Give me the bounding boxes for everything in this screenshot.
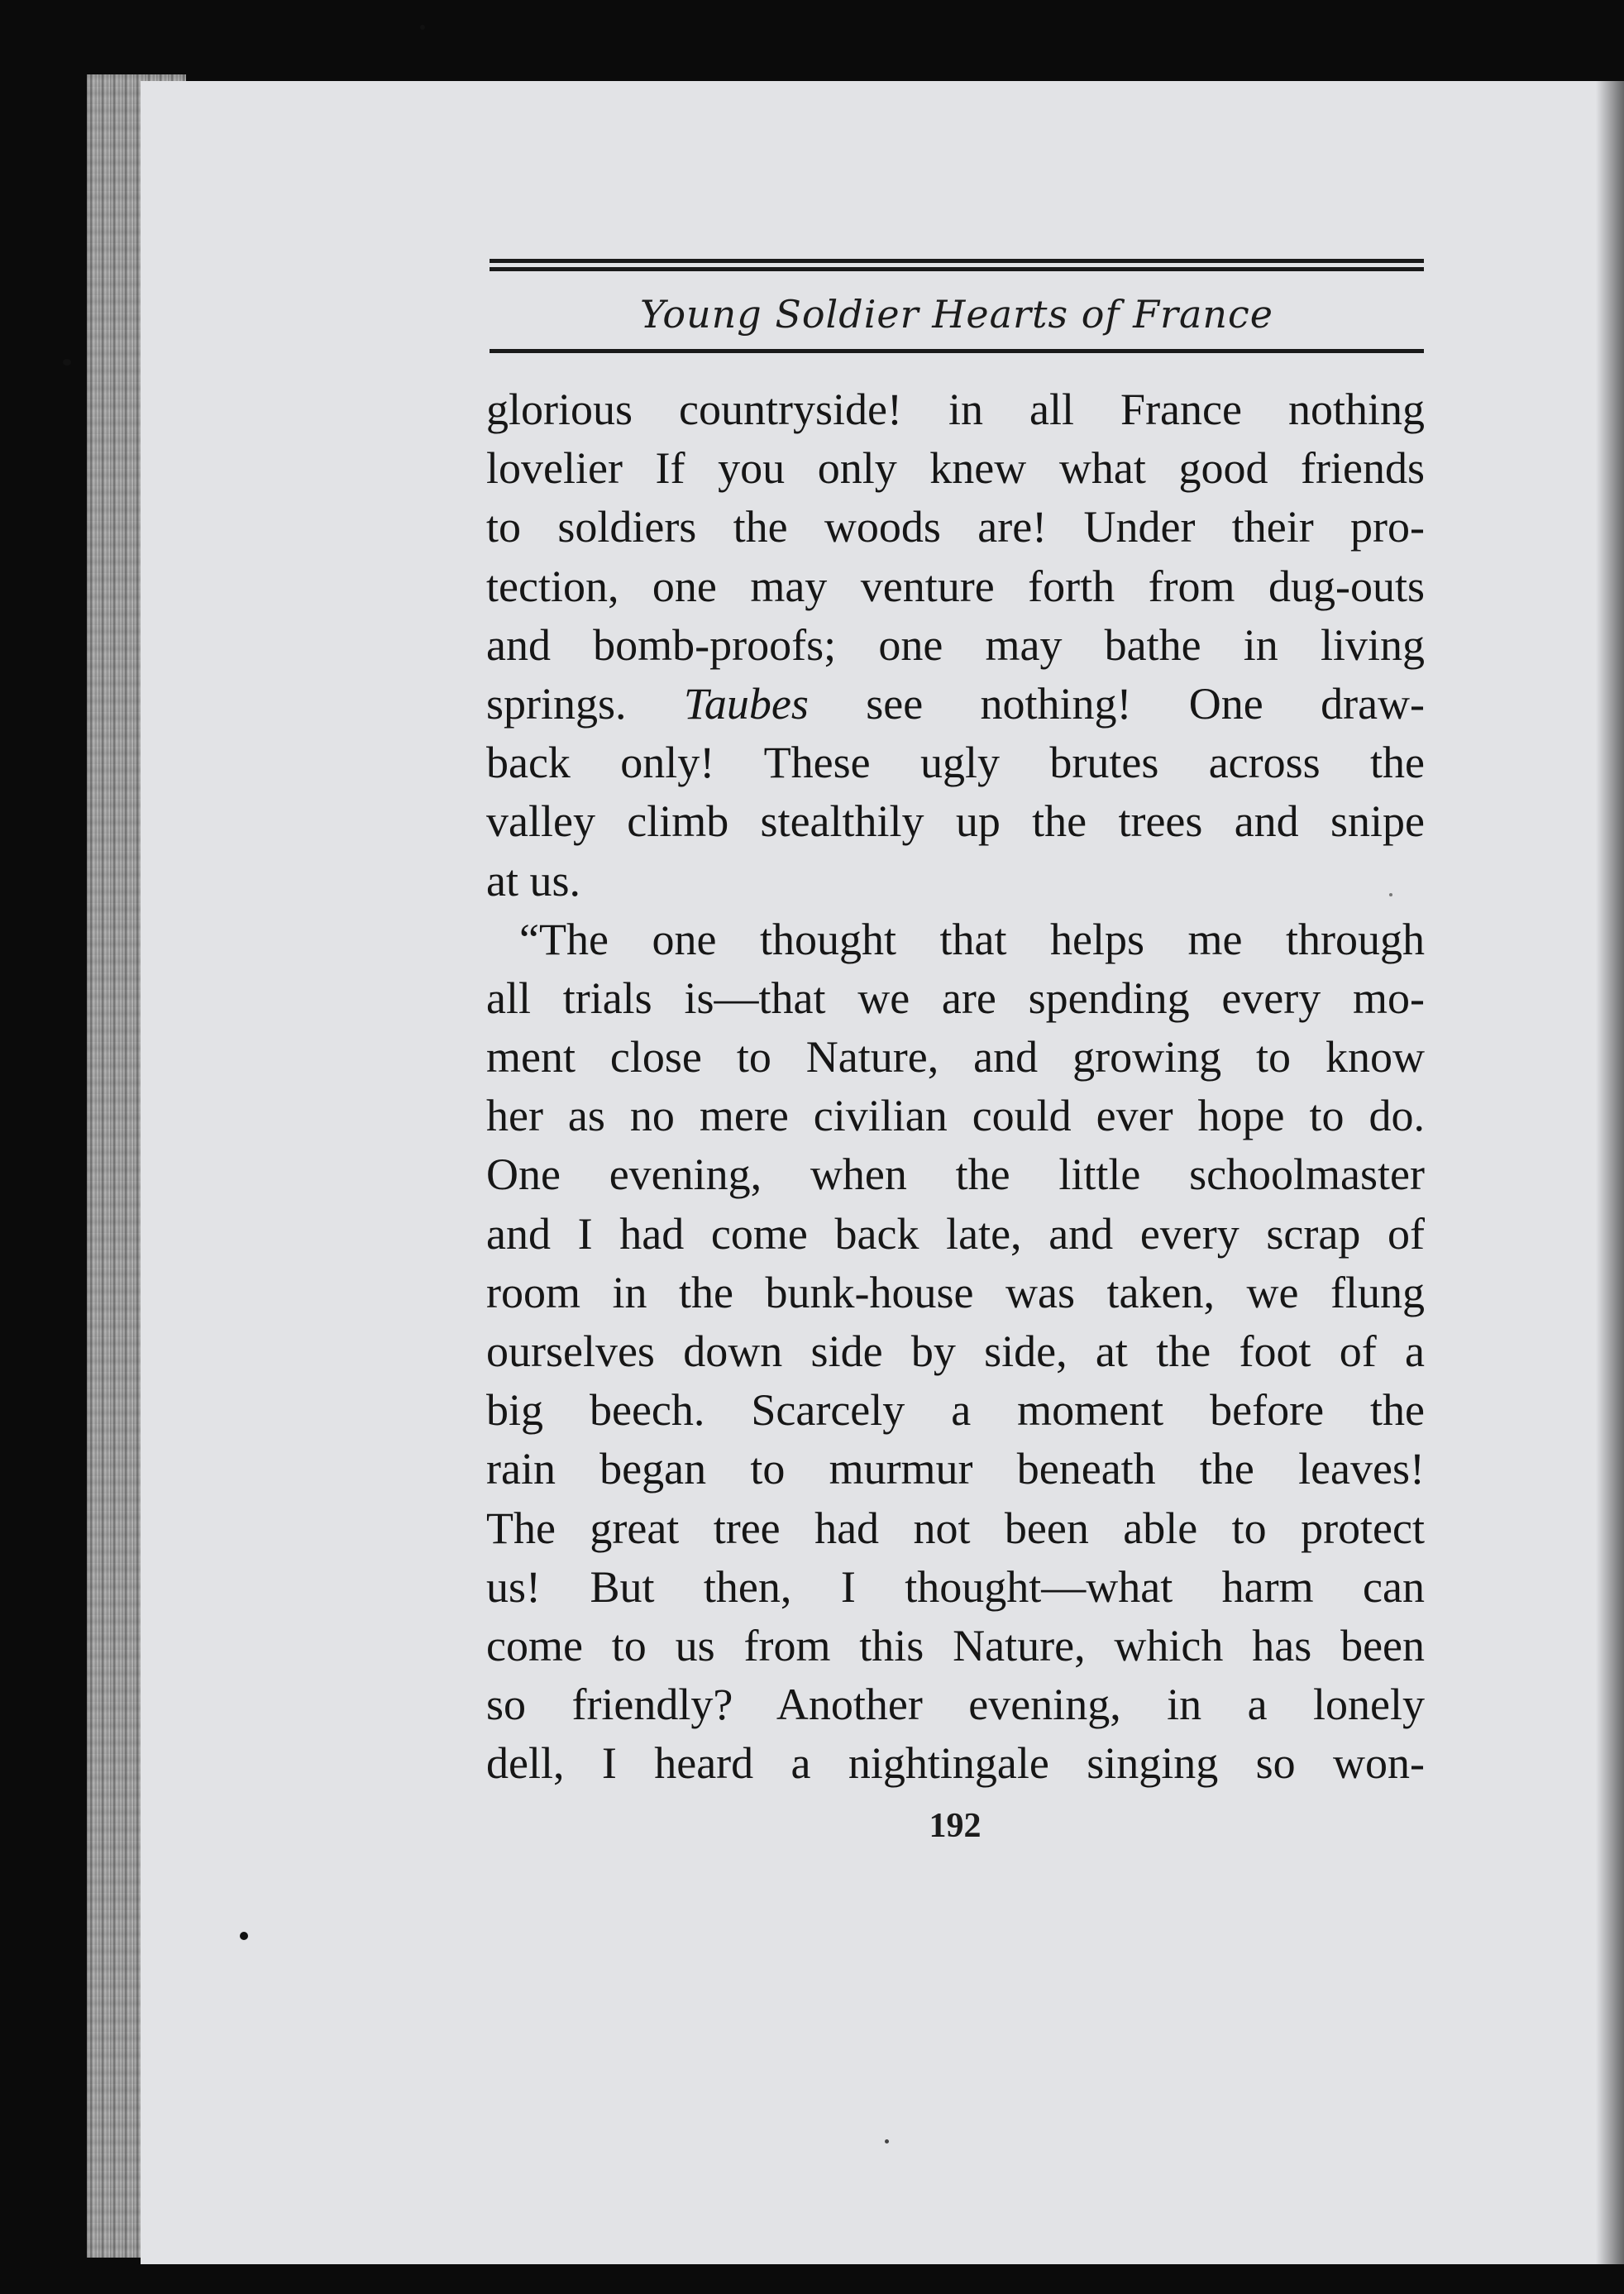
gutter-shadow [1596,81,1624,2264]
header-rule-top [490,259,1424,263]
text-line: so friendly? Another evening, in a lonely [486,1680,1425,1730]
text-line: to soldiers the woods are! Under their pro- [486,502,1425,552]
scan-speck [420,25,425,30]
scan-speck [63,359,71,366]
body-text [486,380,1425,1794]
scan-speck [1389,893,1392,896]
text-segment: see nothing! One draw- [866,678,1426,729]
text-line: come to us from this Nature, which has been [486,1620,1425,1670]
page-number: 192 [929,1807,982,1845]
text-segment: springs. [486,678,627,729]
text-line: glorious countryside! in all France nothing [486,385,1425,434]
running-title: Young Soldier Hearts of France [639,292,1274,337]
text-line: her as no mere civilian could ever hope to do. [486,1091,1425,1141]
header-rule-bottom [490,349,1424,353]
text-line: rain began to murmur beneath the leaves! [486,1444,1425,1494]
text-line: ment close to Nature, and growing to know [486,1032,1425,1082]
scan-speck [240,1932,248,1940]
text-line: valley climb stealthily up the trees and snipe [486,796,1425,847]
header-rule-top-second [490,267,1424,271]
text-line-with-italic [486,675,1425,734]
text-line: dell, I heard a nightingale singing so won- [486,1738,1425,1789]
text-line: tection, one may venture forth from dug-outs [486,561,1425,611]
text-line: “The one thought that helps me through [519,914,1425,964]
italic-word: Taubes [683,678,809,729]
text-line: lovelier If you only knew what good friends [486,443,1425,494]
text-line: The great tree had not been able to protect [486,1503,1425,1553]
text-line: and bomb-proofs; one may bathe in living [486,619,1425,670]
text-line: big beech. Scarcely a moment before the [486,1385,1425,1436]
text-line: ourselves down side by side, at the foot of a [486,1326,1425,1376]
text-line: room in the bunk-house was taken, we flung [486,1267,1425,1317]
text-line: all trials is—that we are spending every mo- [486,973,1425,1023]
text-line: back only! These ugly brutes across the [486,738,1425,788]
scan-bottom-border [0,2264,1624,2294]
text-line: and I had come back late, and every scrap of [486,1208,1425,1259]
text-line: at us. [486,855,580,906]
scan-speck [885,2139,889,2143]
text-line: us! But then, I thought—what harm can [486,1561,1425,1612]
text-line: One evening, when the little schoolmaster [486,1149,1425,1200]
